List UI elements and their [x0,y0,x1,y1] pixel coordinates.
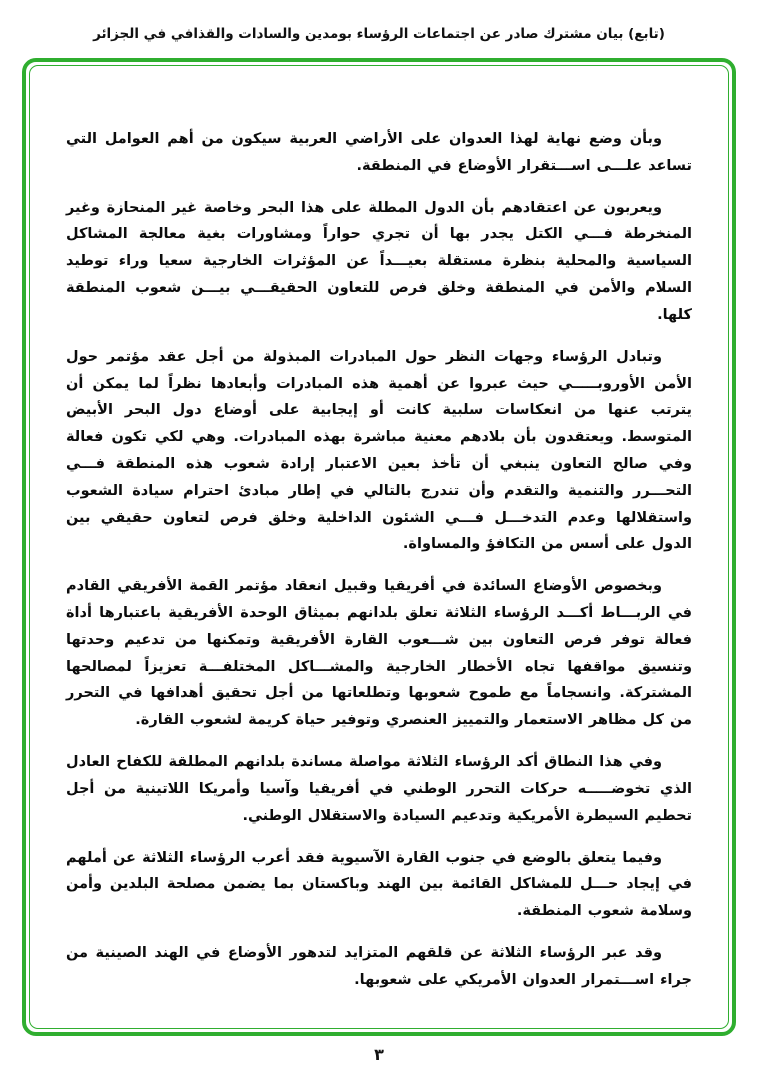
header-title: (تابع) بيان مشترك صادر عن اجتماعات الرؤساء بومدين والسادات والقذافي في الجزائر [93,26,665,42]
paragraph: وفيما يتعلق بالوضع في جنوب القارة الآسيوية فقد أعرب الرؤساء الثلاثة عن أملهم في إيجاد حـــل للمشاكل القائمة بين الهند وباكستان بما يضمن مصلحة البلدين وأمن وسلامة شعوب المنطقة. [66,849,692,920]
paragraph: ويعربون عن اعتقادهم بأن الدول المطلة على هذا البحر وخاصة غير المنحازة وغير المنخرطة فـــي الكتل يجدر بها أن تجري حواراً ومشاورات بغية معالجة المشاكل السياسية والمحلية بنظرة مستقلة بعيـــداً عن المؤثرات الخارجية سعيا وراء توطيد السلام والأمن في المنطقة وخلق فرص للتعاون الحقيقـــي بيـــن شعوب المنطقة كلها. [66,199,692,323]
page-number: ٣ [374,1045,384,1064]
page-footer [0,1045,758,1064]
paragraph: وبخصوص الأوضاع السائدة في أفريقيا وقبيل انعقاد مؤتمر القمة الأفريقي القادم في الربـــاط أكـــد الرؤساء الثلاثة تعلق بلدانهم بميثاق الوحدة الأفريقية باعتبارها أداة فعالة توفر فرص التعاون بين شـــعوب القارة الأفريقية وتمكنها من تدعيم وحدتها وتنسيق مواقفها تجاه الأخطار الخارجية والمشـــاكل المختلفـــة تعزيزاً لمصالحها المشتركة. وانسجاماً مع طموح شعوبها وتطلعاتها من أجل تحقيق أهدافها في التحرر من كل مظاهر الاستعمار والتمييز العنصري وتوفير حياة كريمة لشعوب القارة. [66,578,692,729]
green-frame-inner [29,65,729,1029]
paragraph: وفي هذا النطاق أكد الرؤساء الثلاثة مواصلة مساندة بلدانهم المطلقة للكفاح العادل الذي تخوضـــــه حركات التحرر الوطني في أفريقيا وآسيا وأمريكا اللاتينية من أجل تحطيم السيطرة الأمريكية وتدعيم السيادة والاستقلال الوطني. [66,754,692,824]
paragraph: وتبادل الرؤساء وجهات النظر حول المبادرات المبذولة من أجل عقد مؤتمر حول الأمن الأوروبـــــي حيث عبروا عن أهمية هذه المبادرات وأبعادها نظراً لما يمكن أن يترتب عنها من انعكاسات سلبية كانت أو إيجابية على أوضاع دول البحر الأبيض المتوسط. ويعتقدون بأن بلادهم معنية مباشرة بهذه المبادرات. وهي لكي تكون فعالة وفي صالح التعاون ينبغي أن تأخذ بعين الاعتبار إرادة شعوب هذه المنطقة فـــي التحـــرر والتنمية والتقدم وأن تندرج بالتالي في إطار مبادئ احترام سيادة الشعوب واستقلالها وعدم التدخـــل فـــي الشئون الداخلية وخلق فرص لتعاون حقيقي بين الدول على أسس من التكافؤ والمساواة. [66,348,692,553]
page-header [0,0,758,42]
green-frame-outer [22,58,736,1036]
paragraph: وبأن وضع نهاية لهذا العدوان على الأراضي العربية سيكون من أهم العوامل التي تساعد علـــى اســـتقرار الأوضاع في المنطقة. [66,131,692,174]
document-body [66,126,692,994]
paragraph: وقد عبر الرؤساء الثلاثة عن قلقهم المتزايد لتدهور الأوضاع في الهند الصينية من جراء اســـتمرار العدوان الأمريكي على شعوبها. [66,944,692,988]
